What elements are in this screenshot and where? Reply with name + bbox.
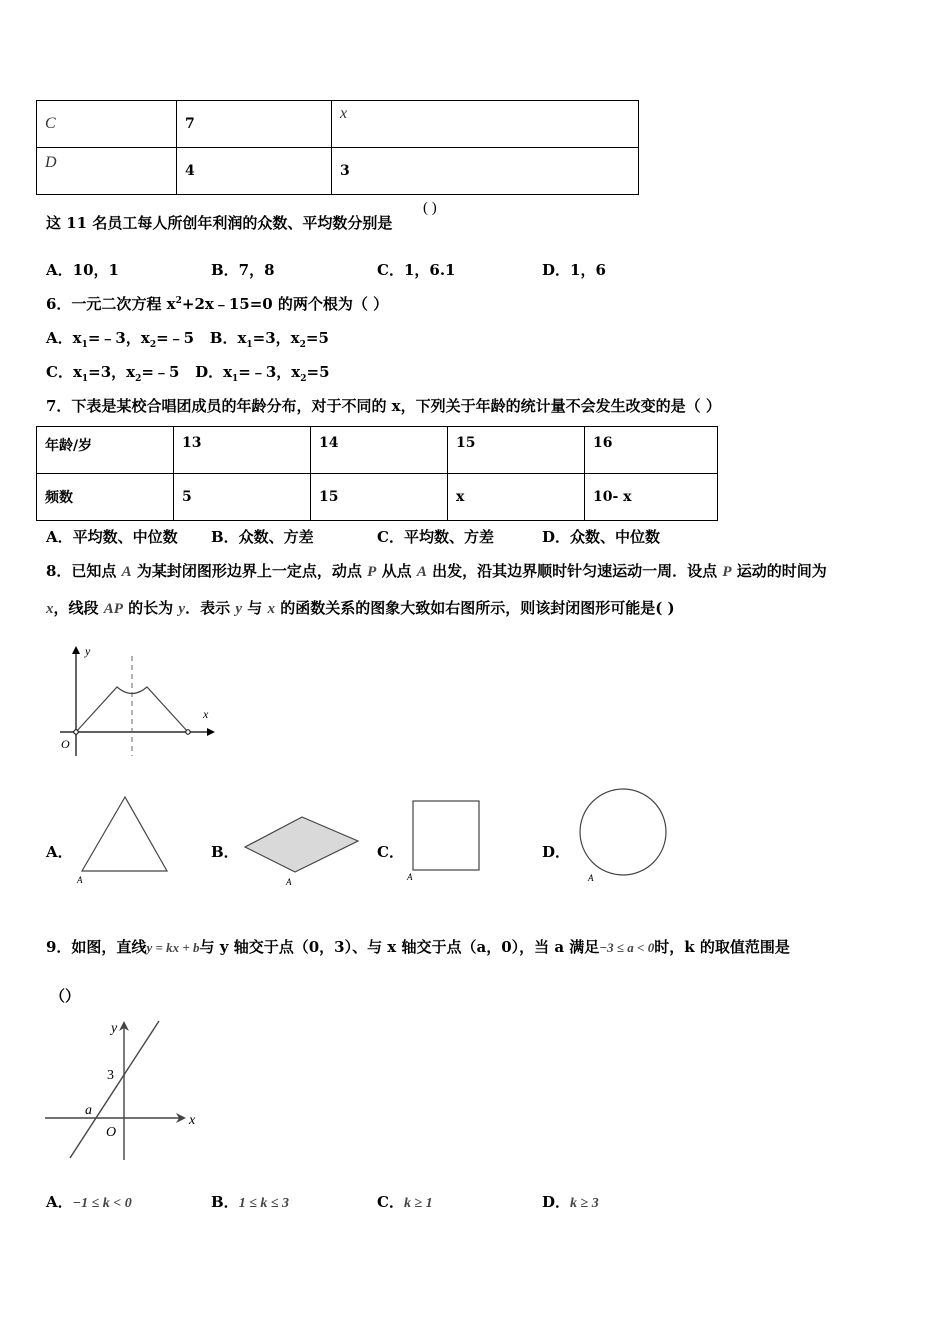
x-label: x [189,1113,196,1128]
circle-figure [576,786,672,884]
q5-stem: 这 11 名员工每人所创年利润的众数、平均数分别是 [46,214,393,232]
y-label: y [85,644,91,658]
q7-option-a: A．平均数、中位数 [46,528,178,546]
q5-option-a: A．10，1 [46,261,119,279]
q9-stem: 9．如图，直线y = kx + b与 y 轴交于点（0，3）、与 x 轴交于点（a，0），当 a 满足−3 ≤ a < 0时，k 的取值范围是 [46,938,790,956]
cell: 16 [585,427,718,474]
cell: x [448,474,585,521]
circle-shape [580,789,666,875]
q7-option-d: D．众数、中位数 [542,528,661,546]
point-a-label: A [286,877,292,887]
table-top [36,100,639,195]
x-axis-arrow [207,728,215,736]
q8-option-a: A． [46,843,73,861]
cell-label: D [37,148,177,195]
q9-paren: （） [50,987,81,1005]
q9-option-b: B．1 ≤ k ≤ 3 [211,1193,290,1211]
q8-option-b: B． [211,843,239,861]
point-a-label: A [77,875,83,885]
q5-paren: ( ) [423,200,437,216]
cell: 13 [174,427,311,474]
q9-line-graph [40,1015,210,1165]
y-axis-arrow [72,646,80,654]
intercept-3-label: 3 [107,1068,114,1083]
cell: 15 [311,474,448,521]
end-point [186,730,190,734]
q8-function-graph [55,640,225,760]
cell: 10- x [585,474,718,521]
cell: 4 [177,148,332,195]
q6-options-cd: C．$x_1=3$，$x_2=﹣5$ D．$x_1=﹣3$，$x_2=5$ [46,363,330,384]
q5-option-b: B．7，8 [211,261,275,279]
cell: 5 [174,474,311,521]
cell: 频数 [37,474,174,521]
q8-option-c: C． [377,843,404,861]
q5-option-d: D．1，6 [542,261,606,279]
rhombus-figure [240,812,365,888]
point-a-label: A [588,873,594,883]
cell-label: C [37,101,177,148]
q7-option-c: C．平均数、方差 [377,528,494,546]
cell: 年龄/岁 [37,427,174,474]
q6-options-ab: A．$x_1=﹣3$，$x_2=﹣5$ B．$x_1=3$，$x_2=5$ [46,329,329,350]
y-label: y [111,1021,118,1036]
q6-stem: 6．一元二次方程 $x^2+2x﹣15=0$ 的两个根为（ ） [46,295,389,313]
square-figure [405,798,485,883]
cell: 7 [177,101,332,148]
origin-label: O [106,1125,117,1140]
q8-option-d: D． [542,843,571,861]
start-point [74,730,78,734]
triangle-figure [74,793,174,885]
intercept-a-label: a [85,1103,92,1118]
cell: x [332,101,639,148]
origin-label: O [61,737,70,751]
q9-option-c: C．k ≥ 1 [377,1193,433,1211]
rhombus-shape [245,817,358,872]
x-label: x [203,707,209,721]
q9-option-d: D．k ≥ 3 [542,1193,599,1211]
cell: 15 [448,427,585,474]
q9-option-a: A．−1 ≤ k < 0 [46,1193,132,1211]
cell: 14 [311,427,448,474]
function-curve [76,687,188,732]
q7-stem: 7．下表是某校合唱团成员的年龄分布，对于不同的 x，下列关于年龄的统计量不会发生改变的是（ ） [46,397,721,415]
triangle-shape [82,797,167,871]
q8-line2: x，线段 AP 的长为 y．表示 y 与 x 的函数关系的图象大致如右图所示，则该封闭图形可能是( ) [46,599,675,617]
point-a-label: A [407,872,413,882]
q7-option-b: B．众数、方差 [211,528,314,546]
q8-line1: 8．已知点 A 为某封闭图形边界上一定点，动点 P 从点 A 出发，沿其边界顺时针匀速运动一周．设点 P 运动的时间为 [46,562,827,580]
q7-table [36,426,718,521]
q5-option-c: C．1，6.1 [377,261,456,279]
square-shape [413,801,479,870]
cell: 3 [332,148,639,195]
